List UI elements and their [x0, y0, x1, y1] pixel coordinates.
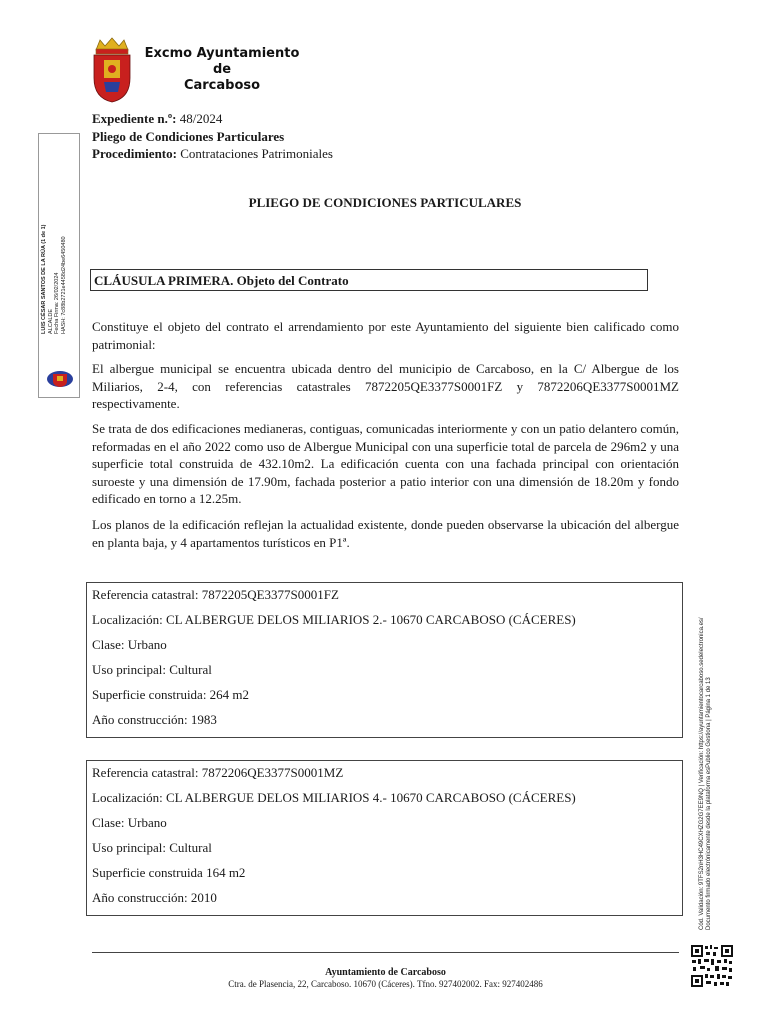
- cadastral-record-2: [86, 760, 683, 916]
- org-line-2: de: [212, 62, 232, 77]
- paragraph-3: Se trata de dos edificaciones medianeras, contiguas, comunicadas interiormente y con un patio delantero común, reformadas en el año 2022 como uso de Albergue Municipal con una superficie total de parcela de 296m2 y una superficie total construida de 432.10m2. La edificación cuenta con una fachada principal con orientación suroeste y una dimensión de 17.90m, fachada posterior a patio interior con una dimensión de 18.20m y fondo edificado en torno a 12.25m.: [92, 421, 679, 506]
- signature-hash: HASH: 7c88b2721e4458d24be6450480: [60, 236, 67, 334]
- expediente-line: [92, 110, 333, 128]
- document-meta: [92, 110, 333, 163]
- footer-address: Ctra. de Plasencia, 22, Carcaboso. 10670 (Cáceres). Tfno. 927402002. Fax: 927402486: [228, 979, 543, 989]
- procedimiento-line: [92, 145, 333, 163]
- signature-stamp: [38, 133, 80, 398]
- footer-divider: [92, 952, 679, 953]
- record-reference: Referencia catastral: 7872205QE3377S0001FZ: [92, 587, 339, 602]
- document-title: PLIEGO DE CONDICIONES PARTICULARES: [248, 195, 522, 210]
- record-location: Localización: CL ALBERGUE DELOS MILIARIOS 2.- 10670 CARCABOSO (CÁCERES): [92, 612, 576, 627]
- paragraph-4: Los planos de la edificación reflejan la actualidad existente, donde pueden observarse la ubicación del albergue en planta baja, y 4 apartamentos turísticos en P1ª.: [92, 517, 679, 550]
- expediente-label: Expediente n.º:: [92, 111, 177, 126]
- expediente-value: 48/2024: [179, 111, 223, 126]
- signature-date: Fecha Firma: 26/02/2024: [54, 272, 60, 334]
- paragraph-1: Constituye el objeto del contrato el arrendamiento por este Ayuntamiento del siguiente bien calificado como patrimonial:: [92, 319, 679, 352]
- qr-code-icon[interactable]: [690, 944, 734, 988]
- org-line-1: Excmo Ayuntamiento: [144, 46, 300, 61]
- validation-line-1: Cód. Validación: 9TFS2nH3HC49CXHZG2G7EE9NQ | Verificación: https://ayuntamientocarcaboso.sedelectronica.es/: [699, 617, 705, 930]
- paragraph-2: El albergue municipal se encuentra ubicada dentro del municipio de Carcaboso, en la C/ Albergue de los Miliarios, 2-4, con referencias catastrales 7872205QE3377S0001FZ y 7872206QE3377S0001MZ respectivamente.: [92, 361, 679, 411]
- signer-role: ALCALDE: [47, 308, 54, 334]
- footer-organization: Ayuntamiento de Carcaboso: [325, 967, 446, 978]
- organization-name: [137, 46, 307, 94]
- record-surface: Superficie construida 164 m2: [92, 865, 246, 880]
- signature-stamp-text: [41, 144, 67, 334]
- pliego-label: Pliego de Condiciones Particulares: [92, 128, 285, 144]
- validation-line-2: Documento firmado electrónicamente desde la plataforma esPublico Gestiona | Página 1 de 13: [706, 677, 712, 930]
- record-year: Año construcción: 2010: [92, 890, 217, 905]
- record-location: Localización: CL ALBERGUE DELOS MILIARIOS 4.- 10670 CARCABOSO (CÁCERES): [92, 790, 576, 805]
- municipal-crest-logo: [90, 36, 134, 104]
- clause-title: CLÁUSULA PRIMERA. Objeto del Contrato: [90, 269, 648, 291]
- cadastral-record-1: [86, 582, 683, 738]
- record-surface: Superficie construida: 264 m2: [92, 687, 250, 702]
- record-year: Año construcción: 1983: [92, 712, 217, 727]
- procedimiento-label: Procedimiento:: [92, 146, 177, 161]
- record-class: Clase: Urbano: [92, 815, 167, 830]
- stamp-crest-icon: [45, 370, 75, 388]
- validation-text: [699, 617, 713, 930]
- procedimiento-value: Contrataciones Patrimoniales: [180, 146, 333, 161]
- org-line-3: Carcaboso: [183, 78, 261, 93]
- record-reference: Referencia catastral: 7872206QE3377S0001MZ: [92, 765, 344, 780]
- record-use: Uso principal: Cultural: [92, 662, 212, 677]
- record-class: Clase: Urbano: [92, 637, 167, 652]
- pliego-line: [92, 128, 333, 146]
- signer-name: LUIS CÉSAR SANTOS DE LA RÚA (1 de 1): [41, 224, 47, 334]
- record-use: Uso principal: Cultural: [92, 840, 212, 855]
